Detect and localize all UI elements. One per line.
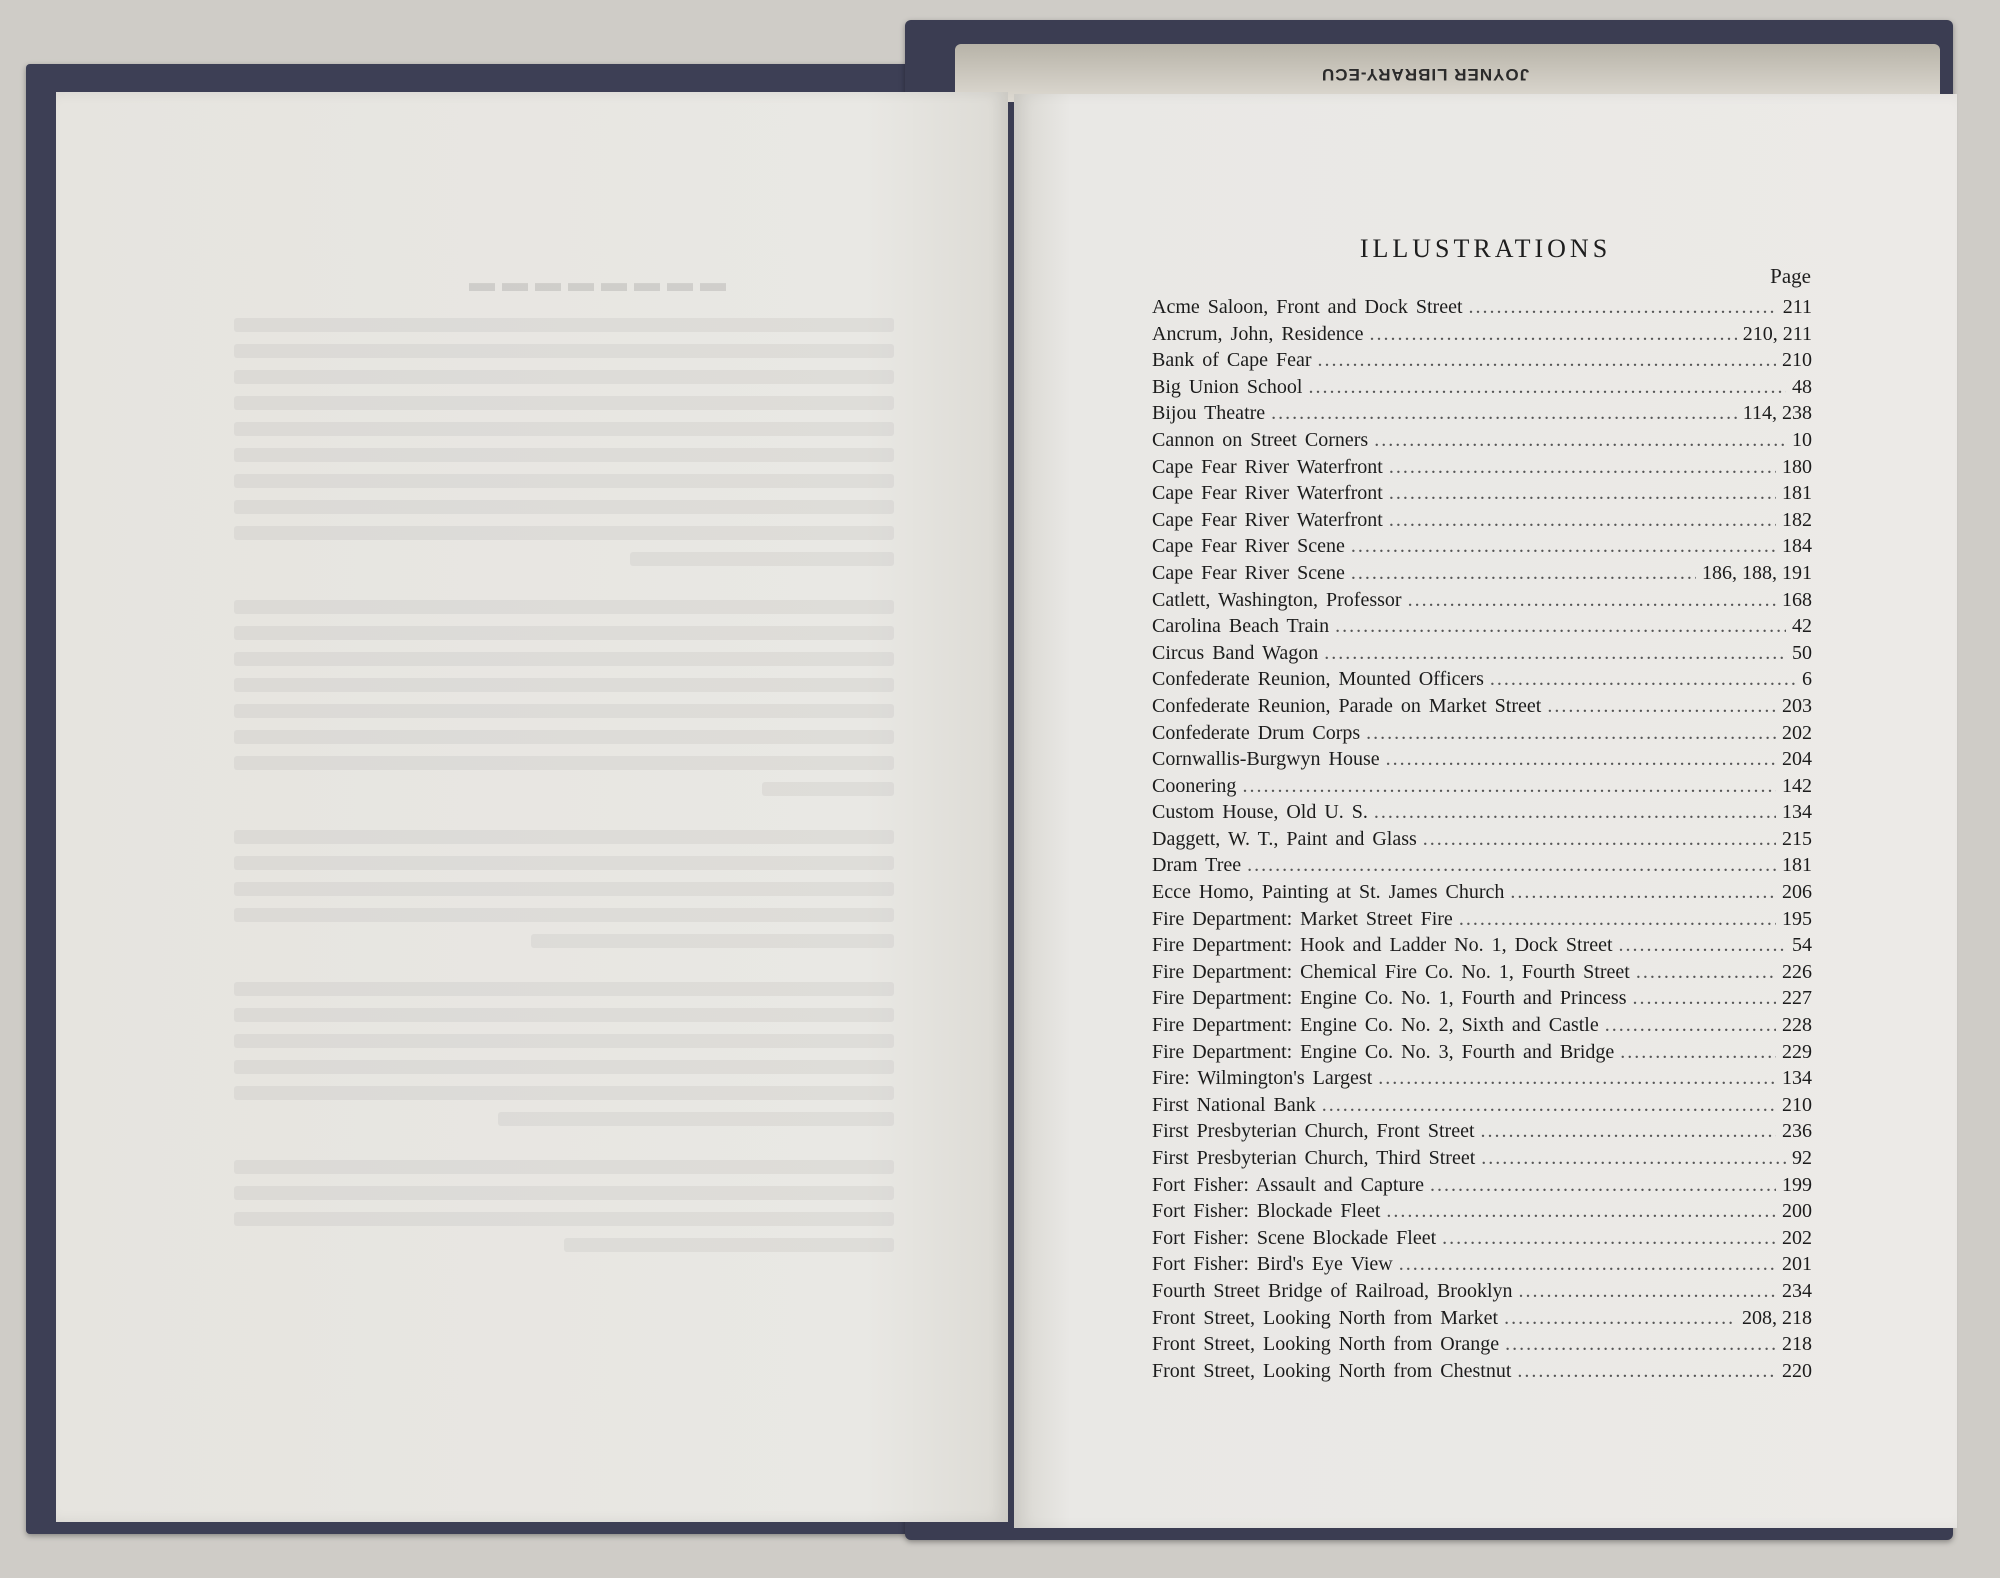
dot-leader <box>1459 908 1776 931</box>
entry-page-number: 218 <box>1782 1333 1812 1356</box>
dot-leader <box>1633 987 1777 1010</box>
illustration-entry <box>1152 642 1812 669</box>
entry-title: Fort Fisher: Blockade Fleet <box>1152 1200 1381 1223</box>
entry-page-number: 186, 188, 191 <box>1702 561 1812 584</box>
entry-title: Bijou Theatre <box>1152 402 1266 425</box>
entry-page-number: 234 <box>1782 1279 1812 1302</box>
entry-title: Confederate Drum Corps <box>1152 721 1361 744</box>
dot-leader <box>1517 1360 1776 1383</box>
illustration-entry <box>1152 615 1812 642</box>
entry-title: Fourth Street Bridge of Railroad, Brooklyn <box>1152 1279 1513 1302</box>
dot-leader <box>1324 642 1786 665</box>
entry-page-number: 134 <box>1782 801 1812 824</box>
illustration-entry <box>1152 934 1812 961</box>
dot-leader <box>1505 1333 1776 1356</box>
entry-title: Confederate Reunion, Mounted Officers <box>1152 668 1484 691</box>
illustration-entry <box>1152 296 1812 323</box>
illustration-entry <box>1152 1253 1812 1280</box>
illustration-entry <box>1152 987 1812 1014</box>
entry-page-number: 236 <box>1782 1120 1812 1143</box>
entry-page-number: 201 <box>1782 1253 1812 1276</box>
dot-leader <box>1605 1014 1776 1037</box>
illustration-entry <box>1152 376 1812 403</box>
entry-page-number: 199 <box>1782 1173 1812 1196</box>
illustration-entry <box>1152 1067 1812 1094</box>
page-column-header: Page <box>1770 264 1811 288</box>
entry-page-number: 200 <box>1782 1200 1812 1223</box>
show-through-heading: ▬▬▬▬▬▬▬▬ <box>462 268 726 297</box>
dot-leader <box>1318 349 1776 372</box>
library-edge-stamp: JOYNER LIBRARY-ECU <box>1320 65 1530 84</box>
entry-page-number: 210 <box>1782 349 1812 372</box>
entry-page-number: 182 <box>1782 508 1812 531</box>
illustration-entry <box>1152 1200 1812 1227</box>
entry-title: Front Street, Looking North from Market <box>1152 1306 1499 1329</box>
entry-title: Cannon on Street Corners <box>1152 428 1369 451</box>
entry-title: Custom House, Old U. S. <box>1152 801 1368 824</box>
dot-leader <box>1378 1067 1776 1090</box>
illustration-entry <box>1152 402 1812 429</box>
dot-leader <box>1408 589 1776 612</box>
entry-title: Daggett, W. T., Paint and Glass <box>1152 827 1417 850</box>
illustration-entry <box>1152 1227 1812 1254</box>
entry-title: Fire Department: Chemical Fire Co. No. 1, Fourth Street <box>1152 960 1630 983</box>
entry-title: Fire: Wilmington's Largest <box>1152 1067 1373 1090</box>
dot-leader <box>1389 509 1776 532</box>
entry-title: Dram Tree <box>1152 854 1242 877</box>
illustration-entry <box>1152 1094 1812 1121</box>
entry-page-number: 204 <box>1782 748 1812 771</box>
entry-page-number: 226 <box>1782 960 1812 983</box>
entry-page-number: 48 <box>1792 375 1812 398</box>
dot-leader <box>1399 1253 1776 1276</box>
entry-title: First Presbyterian Church, Front Street <box>1152 1120 1475 1143</box>
entry-title: Fort Fisher: Scene Blockade Fleet <box>1152 1226 1437 1249</box>
entry-page-number: 202 <box>1782 1226 1812 1249</box>
dot-leader <box>1386 748 1776 771</box>
show-through-text <box>234 318 894 1264</box>
entry-title: Cape Fear River Waterfront <box>1152 482 1383 505</box>
entry-title: Fire Department: Engine Co. No. 2, Sixth and Castle <box>1152 1014 1599 1037</box>
dot-leader <box>1366 722 1776 745</box>
entry-title: Front Street, Looking North from Orange <box>1152 1333 1500 1356</box>
illustration-entry <box>1152 429 1812 456</box>
entry-page-number: 6 <box>1802 668 1812 691</box>
entry-title: Acme Saloon, Front and Dock Street <box>1152 296 1463 318</box>
dot-leader <box>1389 482 1776 505</box>
entry-title: Big Union School <box>1152 375 1303 398</box>
dot-leader <box>1636 961 1776 984</box>
entry-title: Cape Fear River Waterfront <box>1152 455 1383 478</box>
entry-title: Cape Fear River Scene <box>1152 535 1345 558</box>
entry-page-number: 50 <box>1792 641 1812 664</box>
dot-leader <box>1389 456 1776 479</box>
illustration-entry <box>1152 349 1812 376</box>
illustration-entry <box>1152 908 1812 935</box>
dot-leader <box>1519 1280 1776 1303</box>
illustration-entry <box>1152 1041 1812 1068</box>
dot-leader <box>1442 1227 1776 1250</box>
entry-page-number: 180 <box>1782 455 1812 478</box>
entry-title: Ecce Homo, Painting at St. James Church <box>1152 881 1505 904</box>
entry-page-number: 184 <box>1782 535 1812 558</box>
entry-title: Fire Department: Hook and Ladder No. 1, Dock Street <box>1152 934 1613 957</box>
dot-leader <box>1510 881 1776 904</box>
illustration-entry <box>1152 1333 1812 1360</box>
dot-leader <box>1481 1120 1776 1143</box>
illustration-entry <box>1152 562 1812 589</box>
dot-leader <box>1351 535 1776 558</box>
dot-leader <box>1242 775 1776 798</box>
entry-page-number: 208, 218 <box>1742 1306 1812 1329</box>
entry-title: Ancrum, John, Residence <box>1152 322 1364 345</box>
entry-page-number: 227 <box>1782 987 1812 1010</box>
illustration-entry <box>1152 722 1812 749</box>
entry-title: Carolina Beach Train <box>1152 615 1330 638</box>
entry-title: Cornwallis-Burgwyn House <box>1152 748 1380 771</box>
entry-title: Catlett, Washington, Professor <box>1152 588 1402 611</box>
illustration-entry <box>1152 854 1812 881</box>
entry-title: Cape Fear River Scene <box>1152 561 1345 584</box>
entry-page-number: 181 <box>1782 482 1812 505</box>
illustration-entry <box>1152 695 1812 722</box>
entry-page-number: 203 <box>1782 694 1812 717</box>
entry-page-number: 206 <box>1782 881 1812 904</box>
entry-title: Fire Department: Engine Co. No. 1, Fourth and Princess <box>1152 987 1627 1010</box>
entry-page-number: 215 <box>1782 827 1812 850</box>
entry-title: Cape Fear River Waterfront <box>1152 508 1383 531</box>
entry-page-number: 202 <box>1782 721 1812 744</box>
dot-leader <box>1469 296 1777 319</box>
illustration-entry <box>1152 828 1812 855</box>
dot-leader <box>1504 1307 1736 1330</box>
entry-page-number: 10 <box>1792 428 1812 451</box>
entry-page-number: 142 <box>1782 774 1812 797</box>
illustrations-title: ILLUSTRATIONS <box>1359 234 1612 263</box>
illustration-entry <box>1152 1014 1812 1041</box>
entry-title: Fire Department: Market Street Fire <box>1152 907 1453 930</box>
illustration-entry <box>1152 801 1812 828</box>
entry-page-number: 229 <box>1782 1040 1812 1063</box>
illustration-entry <box>1152 1120 1812 1147</box>
illustration-entry <box>1152 456 1812 483</box>
dot-leader <box>1335 615 1786 638</box>
entry-title: Coonering <box>1152 774 1237 797</box>
dot-leader <box>1271 402 1737 425</box>
left-page-blank <box>56 92 1008 1522</box>
entry-page-number: 134 <box>1782 1067 1812 1090</box>
dot-leader <box>1386 1200 1776 1223</box>
entry-page-number: 210 <box>1782 1093 1812 1116</box>
entry-title: Fort Fisher: Bird's Eye View <box>1152 1253 1393 1276</box>
illustrations-list <box>1152 296 1812 1386</box>
entry-title: Circus Band Wagon <box>1152 641 1319 664</box>
illustration-entry <box>1152 961 1812 988</box>
illustration-entry <box>1152 323 1812 350</box>
dot-leader <box>1547 695 1776 718</box>
illustration-entry <box>1152 535 1812 562</box>
dot-leader <box>1370 323 1737 346</box>
illustration-entry <box>1152 748 1812 775</box>
entry-page-number: 42 <box>1792 615 1812 638</box>
dot-leader <box>1423 828 1776 851</box>
entry-title: Fort Fisher: Assault and Capture <box>1152 1173 1424 1196</box>
illustration-entry <box>1152 509 1812 536</box>
dot-leader <box>1490 668 1796 691</box>
entry-title: Bank of Cape Fear <box>1152 349 1312 372</box>
entry-page-number: 181 <box>1782 854 1812 877</box>
illustration-entry <box>1152 881 1812 908</box>
illustration-entry <box>1152 668 1812 695</box>
illustration-entry <box>1152 589 1812 616</box>
illustration-entry <box>1152 775 1812 802</box>
entry-title: Confederate Reunion, Parade on Market Street <box>1152 694 1542 717</box>
dot-leader <box>1247 854 1776 877</box>
entry-page-number: 228 <box>1782 1014 1812 1037</box>
entry-page-number: 210, 211 <box>1742 322 1812 345</box>
illustration-entry <box>1152 482 1812 509</box>
entry-title: First National Bank <box>1152 1093 1316 1116</box>
dot-leader <box>1481 1147 1786 1170</box>
dot-leader <box>1619 934 1786 957</box>
illustration-entry <box>1152 1307 1812 1334</box>
illustration-entry <box>1152 1147 1812 1174</box>
entry-page-number: 92 <box>1792 1147 1812 1169</box>
entry-page-number: 220 <box>1782 1359 1812 1382</box>
dot-leader <box>1620 1041 1776 1064</box>
entry-page-number: 114, 238 <box>1742 402 1812 425</box>
entry-page-number: 54 <box>1792 934 1812 957</box>
entry-title: First Presbyterian Church, Third Street <box>1152 1147 1476 1169</box>
entry-title: Front Street, Looking North from Chestnut <box>1152 1359 1512 1382</box>
dot-leader <box>1430 1174 1776 1197</box>
entry-page-number: 195 <box>1782 907 1812 930</box>
illustration-entry <box>1152 1280 1812 1307</box>
dot-leader <box>1308 376 1786 399</box>
illustration-entry <box>1152 1174 1812 1201</box>
dot-leader <box>1374 801 1776 824</box>
dot-leader <box>1322 1094 1776 1117</box>
illustration-entry <box>1152 1360 1812 1387</box>
dot-leader <box>1351 562 1696 585</box>
entry-page-number: 168 <box>1782 588 1812 611</box>
dot-leader <box>1374 429 1786 452</box>
entry-title: Fire Department: Engine Co. No. 3, Fourth and Bridge <box>1152 1040 1615 1063</box>
entry-page-number: 211 <box>1782 296 1812 318</box>
